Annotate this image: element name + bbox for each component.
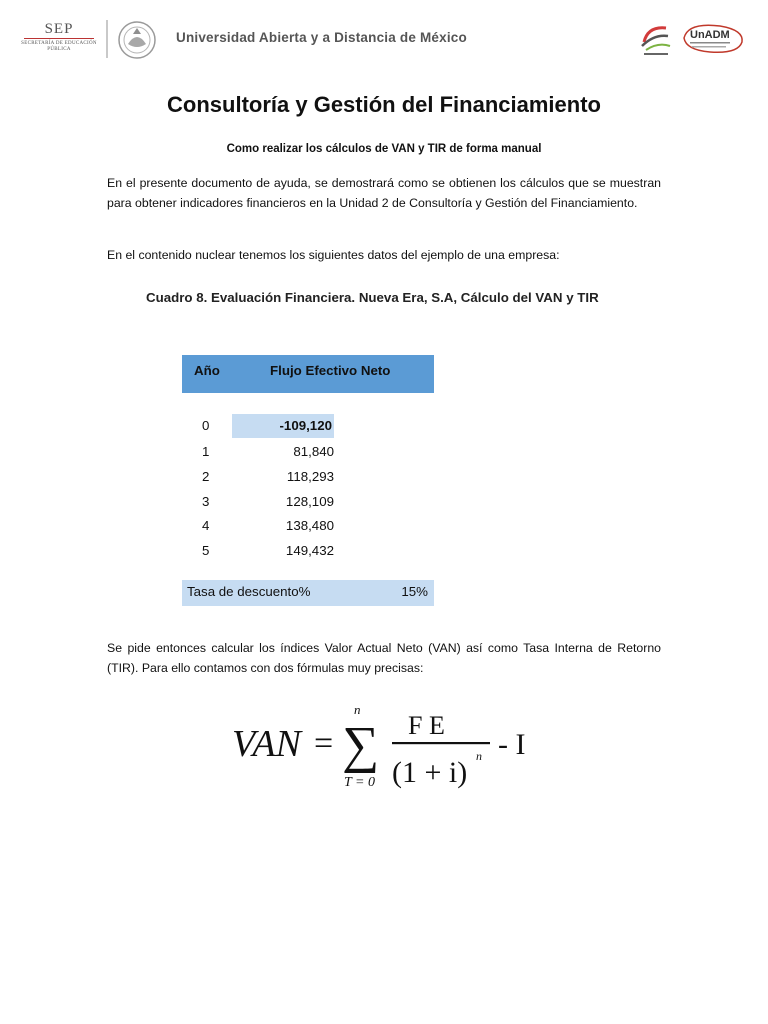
table-cell-year: 0 — [202, 418, 210, 433]
unadm-emblem-icon — [636, 20, 676, 58]
formula-lhs: VAN — [232, 723, 301, 765]
table-cell-flow: 81,840 — [293, 444, 334, 459]
table-cell-year: 5 — [202, 543, 210, 558]
table-cell-flow: -109,120 — [232, 414, 334, 438]
table-cell-year: 3 — [202, 494, 210, 509]
data-intro-paragraph: En el contenido nuclear tenemos los siguientes datos del ejemplo de una empresa: — [107, 248, 560, 262]
table-cell-flow: 118,293 — [286, 469, 334, 484]
document-title: Consultoría y Gestión del Financiamiento — [167, 92, 601, 117]
page-header — [0, 0, 768, 80]
flow-column-header: Flujo Efectivo Neto — [270, 363, 391, 378]
sum-lower-limit: T = 0 — [344, 775, 375, 790]
discount-rate-label: Tasa de descuento% — [187, 584, 311, 599]
formula-minus-investment: - I — [498, 728, 526, 761]
summation-icon: ∑ — [342, 717, 380, 774]
sep-name: SEP — [44, 21, 74, 37]
table-caption: Cuadro 8. Evaluación Financiera. Nueva Era, S.A, Cálculo del VAN y TIR — [146, 290, 599, 305]
sum-upper-limit: n — [354, 702, 361, 717]
table-cell-year: 1 — [202, 444, 210, 459]
national-seal-icon — [116, 20, 158, 60]
sep-divider — [24, 38, 94, 39]
table-cell-year: 2 — [202, 469, 210, 484]
formula-intro-paragraph: Se pide entonces calcular los índices Valor Actual Neto (VAN) así como Tasa Interna de Retorno (TIR). Para ello contamos con dos fórmulas muy precisas: — [107, 641, 661, 675]
formula-denominator: (1 + i) — [392, 756, 468, 789]
document-subtitle: Como realizar los cálculos de VAN y TIR de forma manual — [226, 143, 542, 155]
table-cell-flow: 138,480 — [285, 518, 334, 533]
formula-equals: = — [314, 725, 334, 762]
fraction-bar — [392, 742, 490, 744]
table-header — [182, 355, 434, 393]
header-divider — [106, 20, 108, 58]
svg-text:UnADM: UnADM — [690, 29, 730, 41]
sep-subtitle: SECRETARÍA DE EDUCACIÓN PÚBLICA — [21, 41, 97, 52]
van-formula — [228, 698, 538, 806]
university-name: Universidad Abierta y a Distancia de México — [176, 30, 467, 45]
year-column-header: Año — [194, 363, 220, 378]
formula-exponent: n — [476, 749, 482, 763]
formula-numerator: F E — [408, 711, 445, 740]
table-cell-flow: 128,109 — [285, 494, 334, 509]
discount-rate-value: 15% — [401, 584, 428, 599]
intro-paragraph: En el presente documento de ayuda, se demostrará como se obtienen los cálculos que se muestran para obtener indicadores financieros en la Unidad 2 de Consultoría y Gestión del Financiamiento. — [107, 176, 661, 210]
discount-rate-row — [182, 580, 434, 606]
sep-logo — [18, 22, 100, 56]
unadm-logo — [680, 20, 746, 56]
table-cell-year: 4 — [202, 518, 210, 533]
table-cell-flow: 149,432 — [285, 543, 334, 558]
